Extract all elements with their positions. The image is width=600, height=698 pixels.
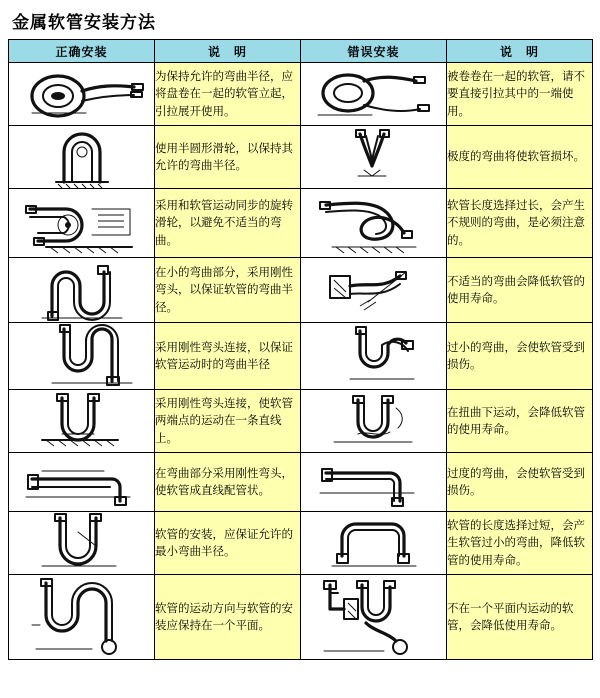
row-note: 不在一个平面内运动的软管，会降低使用寿命。: [447, 575, 593, 660]
row-note: 使用半圆形滑轮，以保持其允许的弯曲半径。: [155, 126, 301, 189]
row-note: 软管的安装，应保证允许的最小弯曲半径。: [155, 512, 301, 575]
table-row: [9, 512, 593, 575]
table-row: [9, 323, 593, 390]
too-small-bend-icon: [301, 323, 447, 390]
table-header-row: [9, 40, 593, 63]
row-note: 软管的运动方向与软管的安装应保持在一个平面。: [155, 575, 301, 660]
table-row: [9, 126, 593, 189]
row-note: 为保持允许的弯曲半径，应将盘卷在一起的软管立起，引拉展开使用。: [155, 63, 301, 126]
twisting-motion-icon: [301, 390, 447, 453]
improper-bend-icon: [301, 258, 447, 323]
rigid-bend-small-radius-icon: [9, 258, 155, 323]
row-note: 过小的弯曲，会使软管受到损伤。: [447, 323, 593, 390]
row-note: 极度的弯曲将使软管损坏。: [447, 126, 593, 189]
hose-installation-table: [8, 39, 593, 660]
sharp-bend-hose-icon: [301, 126, 447, 189]
row-note: 软管长度选择过长，会产生不规则的弯曲，是必须注意的。: [447, 189, 593, 258]
header-correct-install: 正确安装: [9, 40, 155, 63]
semicircular-pulley-icon: [9, 126, 155, 189]
same-plane-motion-icon: [9, 575, 155, 660]
too-long-hose-irregular-bend-icon: [301, 189, 447, 258]
table-row: [9, 258, 593, 323]
row-note: 过度的弯曲，会使软管受到损伤。: [447, 453, 593, 512]
table-row: [9, 575, 593, 660]
header-wrong-note: 说 明: [447, 40, 593, 63]
page-title: 金属软管安装方法: [12, 13, 156, 33]
excessive-bend-icon: [301, 453, 447, 512]
row-note: 在弯曲部分采用刚性弯头，使软管成直线配管状。: [155, 453, 301, 512]
row-note: 采用和软管运动同步的旋转滑轮，以避免不适当的弯曲。: [155, 189, 301, 258]
table-row: [9, 390, 593, 453]
header-correct-note: 说 明: [155, 40, 301, 63]
straight-piping-elbow-icon: [9, 453, 155, 512]
row-note: 软管的长度选择过短，会产生软管过小的弯曲，降低软管的使用寿命。: [447, 512, 593, 575]
row-note: 采用刚性弯头连接，以保证软管运动时的弯曲半径: [155, 323, 301, 390]
row-note: 被卷卷在一起的软管，请不要直接引拉其中的一端使用。: [447, 63, 593, 126]
too-short-hose-icon: [301, 512, 447, 575]
rigid-elbow-connection-icon: [9, 323, 155, 390]
row-note: 在小的弯曲部分，采用刚性弯头，以保证软管的弯曲半径。: [155, 258, 301, 323]
table-row: [9, 63, 593, 126]
table-row: [9, 453, 593, 512]
row-note: 在扭曲下运动，会降低软管的使用寿命。: [447, 390, 593, 453]
row-note: 不适当的弯曲会降低软管的使用寿命。: [447, 258, 593, 323]
header-wrong-install: 错误安装: [301, 40, 447, 63]
rotating-pulley-sync-icon: [9, 189, 155, 258]
coiled-hose-standing-icon: [9, 63, 155, 126]
table-row: [9, 189, 593, 258]
rigid-elbow-straight-line-icon: [9, 390, 155, 453]
minimum-bend-radius-install-icon: [9, 512, 155, 575]
out-of-plane-motion-icon: [301, 575, 447, 660]
coiled-hose-pulled-icon: [301, 63, 447, 126]
row-note: 采用刚性弯头连接，使软管两端点的运动在一条直线上。: [155, 390, 301, 453]
